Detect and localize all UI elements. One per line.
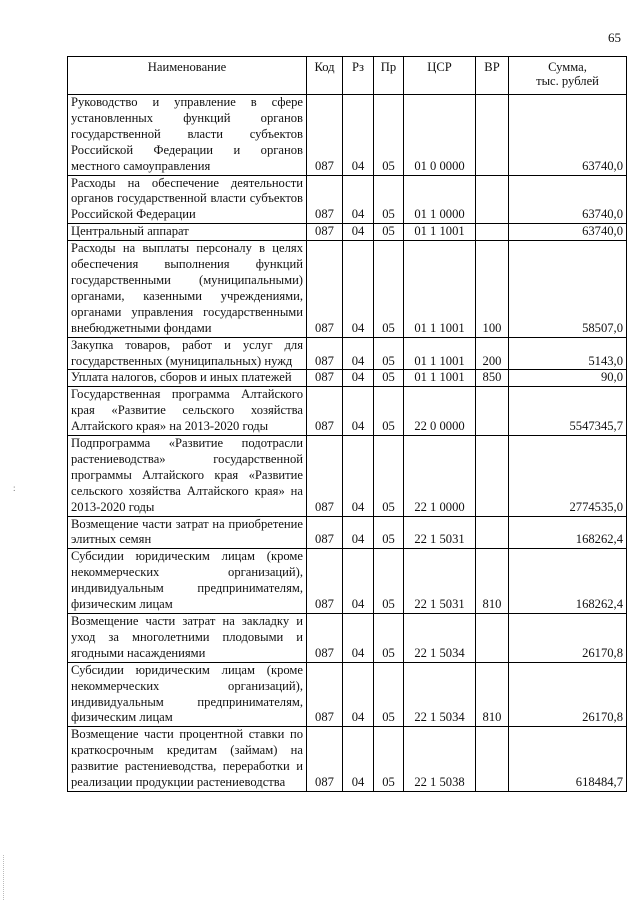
cell-sum: 63740,0 bbox=[509, 224, 627, 241]
cell-pr: 05 bbox=[374, 436, 404, 517]
cell-csr: 01 1 1001 bbox=[404, 241, 476, 337]
cell-csr: 22 1 5038 bbox=[404, 727, 476, 792]
page-number: 65 bbox=[608, 30, 621, 45]
cell-csr: 01 1 1001 bbox=[404, 337, 476, 370]
cell-name: Центральный аппарат bbox=[68, 224, 307, 241]
table-row bbox=[68, 337, 627, 370]
cell-name: Возмещение части процентной ставки по краткосрочным кредитам (займам) на развитие растениеводства, переработки и реализации продукции растениеводства bbox=[68, 727, 307, 792]
cell-kod: 087 bbox=[307, 224, 343, 241]
table-row bbox=[68, 516, 627, 549]
cell-kod: 087 bbox=[307, 662, 343, 727]
cell-name: Подпрограмма «Развитие подотрасли растениеводства» государственной программы Алтайского края «Развитие сельского хозяйства Алтайского края» на 2013-2020 годы bbox=[68, 436, 307, 517]
margin-mark: : bbox=[13, 483, 16, 493]
table-row bbox=[68, 224, 627, 241]
scan-edge-marks bbox=[3, 855, 7, 900]
cell-pr: 05 bbox=[374, 387, 404, 436]
table-row bbox=[68, 241, 627, 337]
cell-rz: 04 bbox=[343, 727, 374, 792]
cell-kod: 087 bbox=[307, 727, 343, 792]
cell-sum: 63740,0 bbox=[509, 95, 627, 176]
cell-vr bbox=[476, 387, 509, 436]
cell-pr: 05 bbox=[374, 727, 404, 792]
cell-sum: 618484,7 bbox=[509, 727, 627, 792]
cell-vr: 810 bbox=[476, 549, 509, 614]
cell-kod: 087 bbox=[307, 370, 343, 387]
table-row bbox=[68, 436, 627, 517]
cell-rz: 04 bbox=[343, 224, 374, 241]
cell-rz: 04 bbox=[343, 241, 374, 337]
cell-pr: 05 bbox=[374, 337, 404, 370]
header-name: Наименование bbox=[68, 57, 307, 95]
cell-rz: 04 bbox=[343, 387, 374, 436]
cell-csr: 01 1 1001 bbox=[404, 370, 476, 387]
cell-sum: 5547345,7 bbox=[509, 387, 627, 436]
header-sum-line2: тыс. рублей bbox=[536, 74, 599, 88]
cell-kod: 087 bbox=[307, 387, 343, 436]
cell-sum: 90,0 bbox=[509, 370, 627, 387]
cell-kod: 087 bbox=[307, 614, 343, 663]
cell-rz: 04 bbox=[343, 614, 374, 663]
cell-kod: 087 bbox=[307, 95, 343, 176]
cell-rz: 04 bbox=[343, 436, 374, 517]
cell-csr: 22 1 5034 bbox=[404, 614, 476, 663]
header-sum-line1: Сумма, bbox=[548, 60, 587, 74]
cell-name: Субсидии юридическим лицам (кроме некоммерческих организаций), индивидуальным предпринимателям, физическим лицам bbox=[68, 662, 307, 727]
cell-vr bbox=[476, 614, 509, 663]
cell-pr: 05 bbox=[374, 175, 404, 224]
cell-csr: 01 1 1001 bbox=[404, 224, 476, 241]
header-vr: ВР bbox=[476, 57, 509, 95]
cell-pr: 05 bbox=[374, 516, 404, 549]
cell-kod: 087 bbox=[307, 516, 343, 549]
cell-vr bbox=[476, 436, 509, 517]
cell-sum: 63740,0 bbox=[509, 175, 627, 224]
header-rz: Рз bbox=[343, 57, 374, 95]
header-csr: ЦСР bbox=[404, 57, 476, 95]
cell-sum: 5143,0 bbox=[509, 337, 627, 370]
cell-rz: 04 bbox=[343, 516, 374, 549]
table-header-row bbox=[68, 57, 627, 95]
cell-vr: 850 bbox=[476, 370, 509, 387]
cell-rz: 04 bbox=[343, 370, 374, 387]
cell-name: Уплата налогов, сборов и иных платежей bbox=[68, 370, 307, 387]
header-kod: Код bbox=[307, 57, 343, 95]
cell-vr bbox=[476, 516, 509, 549]
cell-vr bbox=[476, 175, 509, 224]
cell-csr: 01 0 0000 bbox=[404, 95, 476, 176]
table-row bbox=[68, 175, 627, 224]
table-row bbox=[68, 387, 627, 436]
table-row bbox=[68, 370, 627, 387]
cell-kod: 087 bbox=[307, 337, 343, 370]
cell-pr: 05 bbox=[374, 241, 404, 337]
cell-name: Закупка товаров, работ и услуг для государственных (муниципальных) нужд bbox=[68, 337, 307, 370]
cell-rz: 04 bbox=[343, 337, 374, 370]
cell-name: Возмещение части затрат на приобретение элитных семян bbox=[68, 516, 307, 549]
cell-name: Руководство и управление в сфере установленных функций органов государственной власти субъектов Российской Федерации и органов местного самоуправления bbox=[68, 95, 307, 176]
cell-csr: 22 1 5031 bbox=[404, 549, 476, 614]
table-row bbox=[68, 727, 627, 792]
budget-table bbox=[67, 56, 627, 792]
table-row bbox=[68, 549, 627, 614]
cell-vr bbox=[476, 727, 509, 792]
cell-kod: 087 bbox=[307, 175, 343, 224]
cell-name: Субсидии юридическим лицам (кроме некоммерческих организаций), индивидуальным предпринимателям, физическим лицам bbox=[68, 549, 307, 614]
cell-pr: 05 bbox=[374, 224, 404, 241]
cell-sum: 168262,4 bbox=[509, 549, 627, 614]
cell-name: Государственная программа Алтайского края «Развитие сельского хозяйства Алтайского края» на 2013-2020 годы bbox=[68, 387, 307, 436]
cell-rz: 04 bbox=[343, 662, 374, 727]
cell-pr: 05 bbox=[374, 370, 404, 387]
cell-name: Расходы на обеспечение деятельности органов государственной власти субъектов Российской Федерации bbox=[68, 175, 307, 224]
cell-sum: 168262,4 bbox=[509, 516, 627, 549]
cell-name: Расходы на выплаты персоналу в целях обеспечения выполнения функций государственными (муниципальными) органами, казенными учреждениями, органами управления государственными внебюджетными фондами bbox=[68, 241, 307, 337]
header-sum bbox=[509, 57, 627, 95]
cell-vr bbox=[476, 224, 509, 241]
table-row bbox=[68, 662, 627, 727]
cell-kod: 087 bbox=[307, 436, 343, 517]
cell-csr: 22 1 0000 bbox=[404, 436, 476, 517]
cell-kod: 087 bbox=[307, 549, 343, 614]
cell-csr: 22 0 0000 bbox=[404, 387, 476, 436]
cell-vr bbox=[476, 95, 509, 176]
table-row bbox=[68, 614, 627, 663]
cell-pr: 05 bbox=[374, 662, 404, 727]
cell-csr: 22 1 5031 bbox=[404, 516, 476, 549]
cell-kod: 087 bbox=[307, 241, 343, 337]
cell-csr: 01 1 0000 bbox=[404, 175, 476, 224]
cell-sum: 2774535,0 bbox=[509, 436, 627, 517]
cell-vr: 200 bbox=[476, 337, 509, 370]
cell-sum: 26170,8 bbox=[509, 662, 627, 727]
cell-pr: 05 bbox=[374, 614, 404, 663]
cell-pr: 05 bbox=[374, 95, 404, 176]
cell-sum: 58507,0 bbox=[509, 241, 627, 337]
cell-csr: 22 1 5034 bbox=[404, 662, 476, 727]
table-row bbox=[68, 95, 627, 176]
cell-rz: 04 bbox=[343, 549, 374, 614]
cell-vr: 100 bbox=[476, 241, 509, 337]
cell-rz: 04 bbox=[343, 175, 374, 224]
cell-name: Возмещение части затрат на закладку и уход за многолетними плодовыми и ягодными насаждениями bbox=[68, 614, 307, 663]
cell-sum: 26170,8 bbox=[509, 614, 627, 663]
cell-rz: 04 bbox=[343, 95, 374, 176]
cell-pr: 05 bbox=[374, 549, 404, 614]
header-pr: Пр bbox=[374, 57, 404, 95]
table-body bbox=[68, 95, 627, 792]
cell-vr: 810 bbox=[476, 662, 509, 727]
